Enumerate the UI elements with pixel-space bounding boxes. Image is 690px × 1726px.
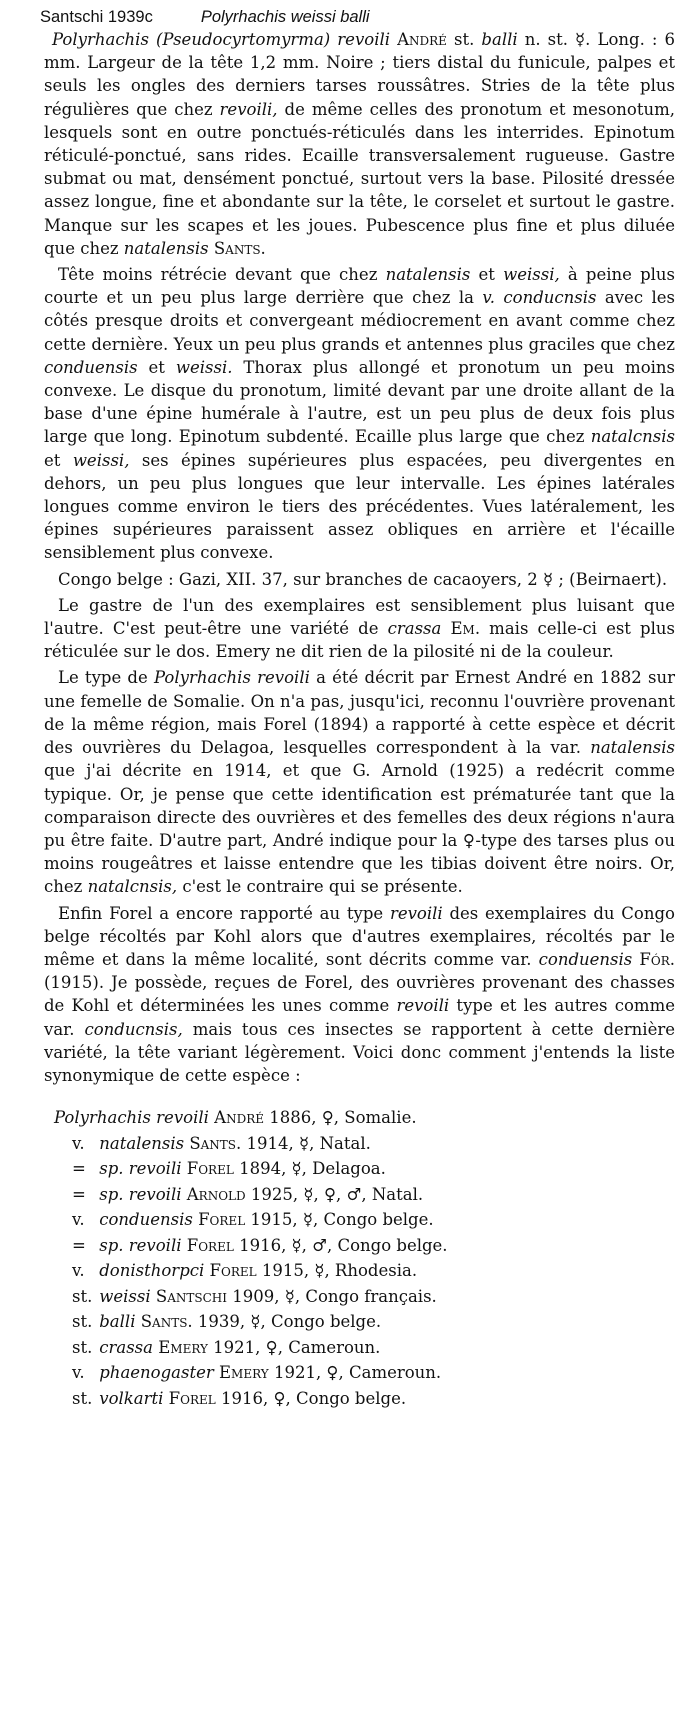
author-name: Forel	[186, 1159, 234, 1179]
author-name: Forel	[198, 1210, 246, 1230]
taxon-ref: Polyrhachis revoili	[153, 668, 310, 688]
taxon-ref: crassa	[387, 619, 442, 639]
entry-details: 1916, ♀, Congo belge.	[215, 1388, 407, 1408]
synonymy-intro-paragraph	[44, 902, 675, 1088]
taxon-name: weissi	[99, 1286, 151, 1306]
taxon-ref: weissi.	[175, 357, 233, 377]
entry-details: 1894, ☿, Delagoa.	[233, 1159, 386, 1179]
rank-text: st.	[446, 30, 482, 49]
entry-details: 1915, ☿, Congo belge.	[245, 1210, 434, 1230]
rank-marker: =	[72, 1184, 86, 1204]
author-name: Forel	[186, 1235, 234, 1255]
taxon-name: Polyrhachis (Pseudocyrtomyrma) revoili	[52, 30, 391, 49]
author-name: Sants.	[189, 1133, 242, 1153]
taxon-ref: conduensis	[538, 949, 633, 969]
author-name: Emery	[158, 1337, 208, 1357]
synonymy-entry	[44, 1386, 675, 1412]
entry-details: 1916, ☿, ♂, Congo belge.	[233, 1235, 448, 1255]
taxon-ref: natalcnsis,	[87, 877, 178, 897]
synonymy-entry	[44, 1335, 675, 1361]
author-name: André	[214, 1108, 265, 1128]
taxon-name: balli	[99, 1312, 136, 1332]
author-name: Em.	[450, 619, 481, 639]
author-name: Sants.	[140, 1312, 193, 1332]
text-run: Tête moins rétrécie devant que chez	[58, 265, 386, 285]
author-name: Emery	[219, 1363, 269, 1383]
text-run: c'est le contraire qui se présente.	[177, 877, 463, 897]
entry-details: 1921, ♀, Cameroun.	[268, 1363, 442, 1383]
entry-details: 1886, ♀, Somalie.	[264, 1108, 417, 1128]
taxon-ref: revoili,	[219, 99, 278, 119]
text-run: Enfin Forel a encore rapporté au type	[58, 903, 390, 923]
author-name: André	[397, 30, 447, 49]
text-run: que j'ai décrite en 1914, et que G. Arnold (1925) a redécrit comme typique. Or, je pense que cette identification est prématurée tant que la comparaison directe des ouvrières et des femelles des deux régions n'aura pu être faite. D'autre part, André indique pour la ♀-type des tarses plus ou moins rougeâtres et laisse entendre que les tibias doivent être noirs. Or, chez	[44, 761, 675, 897]
running-header	[40, 6, 675, 28]
rank-marker: v.	[72, 1210, 85, 1230]
text-run: mais tous ces insectes se rapportent à cette dernière variété, la tête variant légèrement. Voici donc comment j'entends la liste synonymique de cette espèce :	[44, 1019, 675, 1085]
taxon-ref: conduensis	[44, 357, 138, 377]
taxon-name: donisthorpci	[99, 1261, 205, 1281]
history-paragraph	[44, 666, 675, 898]
new-taxon-name: balli	[481, 30, 518, 49]
taxon-ref: v. conducnsis	[482, 288, 597, 308]
taxon-ref: conducnsis,	[84, 1019, 183, 1039]
taxon-ref: natalensis	[123, 238, 209, 258]
entry-details: 1921, ♀, Cameroun.	[207, 1337, 381, 1357]
taxon-ref: natalensis	[385, 265, 471, 285]
text-run: Thorax plus allongé et pronotum un peu moins convexe. Le disque du pronotum, limité devant par une droite allant de la base d'une épine humérale à l'autre, est un peu plus de deux fois plus large que long. Epinotum subdenté. Ecaille plus large que chez	[44, 357, 675, 447]
text-run: ses épines supérieures plus espacées, peu divergentes en dehors, un peu plus longues que leur intervalle. Les épines latérales longues comme environ le tiers des précédentes. Vues latéralement, les épines supérieures paraissent assez obliques en arrière et l'écaille sensiblement plus convexe.	[44, 450, 675, 563]
entry-details: 1925, ☿, ♀, ♂, Natal.	[245, 1184, 424, 1204]
header-citation: Santschi 1939c	[40, 8, 153, 26]
text-run: et	[137, 357, 176, 377]
entry-details: 1914, ☿, Natal.	[241, 1133, 371, 1153]
text-run: des exemplaires du Congo belge récoltés par Kohl alors que d'autres exemplaires, récoltés par le même et dans la même localité, sont décrits comme var.	[44, 903, 675, 969]
text-run: et	[470, 265, 504, 285]
synonymy-entry	[44, 1360, 675, 1386]
taxon-name: sp. revoili	[99, 1184, 182, 1204]
text-run: Le gastre de l'un des exemplaires est sensiblement plus luisant que l'autre. C'est peut-être une variété de	[44, 595, 675, 639]
text-run: et	[44, 450, 73, 470]
taxon-name: natalensis	[99, 1133, 185, 1153]
synonymy-entry	[44, 1105, 675, 1131]
author-name: Santschi	[155, 1286, 227, 1306]
rank-marker: =	[72, 1159, 86, 1179]
taxon-ref: weissi,	[72, 450, 130, 470]
author-name: Fór.	[639, 949, 675, 969]
taxon-ref: revoili	[396, 996, 450, 1016]
synonymy-entry	[44, 1258, 675, 1284]
synonymy-entry	[44, 1309, 675, 1335]
rank-marker: st.	[72, 1337, 93, 1357]
description-text: de même celles des pronotum et mesonotum, lesquels sont en outre ponctués-réticulés dans les interrides. Epinotum réticulé-ponctué, sans rides. Ecaille transversalement rugueuse. Gastre submat ou mat, densément ponctué, surtout vers la base. Pilosité dressée assez longue, fine et abondante sur la tête, le corselet et surtout le gastre. Manque sur les scapes et les joues. Pubescence plus fine et plus diluée que chez	[44, 99, 675, 258]
text-run: à peine plus courte et un peu plus large derrière que chez la	[44, 265, 675, 308]
taxon-name: crassa	[99, 1337, 153, 1357]
rank-marker: st.	[72, 1388, 93, 1408]
synonymy-entry	[44, 1156, 675, 1182]
synonymy-entry	[44, 1207, 675, 1233]
text-run: type et les autres comme var.	[44, 996, 675, 1039]
author-name: Forel	[168, 1388, 216, 1408]
synonymy-entry	[44, 1284, 675, 1310]
taxon-ref: natalcnsis	[590, 427, 675, 447]
taxon-name: conduensis	[99, 1210, 193, 1230]
author-name: Arnold	[186, 1184, 246, 1204]
entry-details: 1939, ☿, Congo belge.	[192, 1312, 382, 1332]
synonymy-entry	[44, 1233, 675, 1259]
remark-paragraph	[44, 594, 675, 664]
text-run: (1915). Je possède, reçues de Forel, des ouvrières provenant des chasses de Kohl et déterminées les unes comme	[44, 973, 675, 1016]
taxon-name: sp. revoili	[99, 1159, 182, 1179]
taxon-ref: revoili	[389, 903, 443, 923]
text-run: a été décrit par Ernest André en 1882 sur une femelle de Somalie. On n'a pas, jusqu'ici, reconnu l'ouvrière provenant de la même région, mais Forel (1894) a rapporté à cette espèce et décrit des ouvrières du Delagoa, lesquelles correspondent à la var.	[44, 668, 675, 758]
rank-marker: st.	[72, 1286, 93, 1306]
text-run: avec les côtés presque droits et convergeant médiocrement en avant comme chez cette dernière. Yeux un peu plus grands et antennes plus graciles que chez	[44, 288, 675, 354]
taxon-ref: weissi,	[503, 265, 560, 285]
rank-marker: v.	[72, 1261, 85, 1281]
synonymy-list	[44, 1105, 675, 1411]
taxon-name: sp. revoili	[99, 1235, 182, 1255]
description-text: n. st. ☿. Long. : 6 mm. Largeur de la tête 1,2 mm. Noire ; tiers distal du funicule, palpes et seuls les ongles des derniers tarses roussâtres. Stries de la tête plus régulières que chez	[44, 30, 675, 119]
rank-marker: =	[72, 1235, 86, 1255]
description-paragraph	[44, 28, 675, 260]
locality-paragraph: Congo belge : Gazi, XII. 37, sur branches de cacaoyers, 2 ☿ ; (Beirnaert).	[58, 569, 668, 589]
taxon-ref: natalensis	[590, 738, 675, 758]
synonymy-entry	[44, 1131, 675, 1157]
rank-marker: v.	[72, 1133, 85, 1153]
entry-details: 1909, ☿, Congo français.	[226, 1286, 437, 1306]
author-name: Forel	[209, 1261, 257, 1281]
synonymy-entry	[44, 1182, 675, 1208]
taxon-name: volkarti	[99, 1388, 164, 1408]
text-run: Le type de	[58, 668, 154, 688]
rank-marker: v.	[72, 1363, 85, 1383]
taxon-name: Polyrhachis revoili	[54, 1108, 209, 1128]
entry-details: 1915, ☿, Rhodesia.	[256, 1261, 418, 1281]
taxon-name: phaenogaster	[99, 1363, 214, 1383]
header-taxon: Polyrhachis weissi balli	[200, 8, 370, 26]
author-name: Sants.	[213, 238, 266, 258]
comparison-paragraph	[44, 263, 675, 565]
rank-marker: st.	[72, 1312, 93, 1332]
text-run: mais celle-ci est plus réticulée sur le dos. Emery ne dit rien de la pilosité ni de la couleur.	[44, 619, 675, 662]
